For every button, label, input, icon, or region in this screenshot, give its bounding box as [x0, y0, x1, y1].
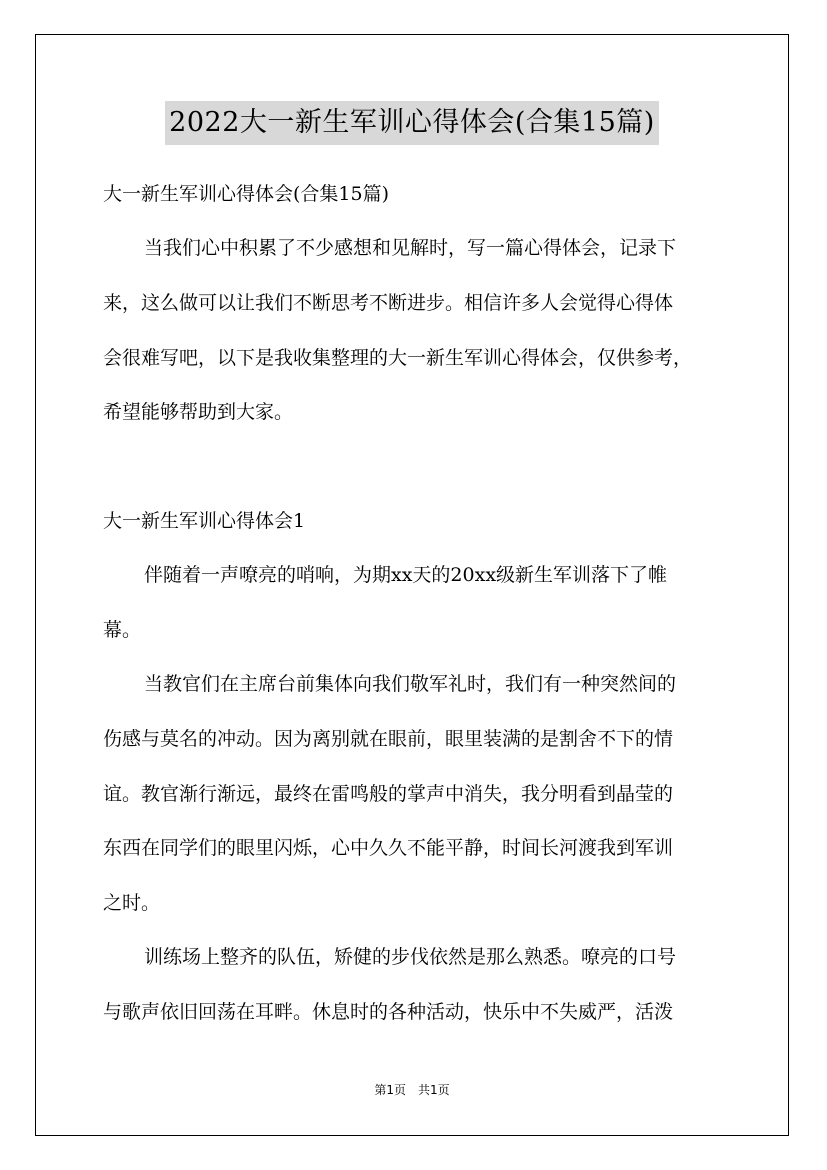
title-wrap: [36, 101, 788, 145]
paragraph-line: 训练场上整齐的队伍，矫健的步伐依然是那么熟悉。嘹亮的口号: [144, 946, 677, 968]
paragraph-line: 当教官们在主席台前集体向我们敬军礼时，我们有一种突然间的: [144, 673, 677, 695]
document-title: 2022大一新生军训心得体会(合集15篇): [165, 101, 659, 145]
paragraph-line: 之时。: [103, 892, 161, 914]
document-page: [35, 34, 789, 1136]
paragraph-line: 伴随着一声嘹亮的哨响，为期xx天的20xx级新生军训落下了帷: [144, 564, 668, 586]
intro-line: 当我们心中积累了不少感想和见解时，写一篇心得体会，记录下: [144, 237, 677, 259]
page-footer: 第1页 共1页: [374, 1083, 450, 1097]
paragraph-line: 伤感与莫名的冲动。因为离别就在眼前，眼里装满的是割舍不下的情: [103, 728, 674, 750]
paragraph-line: 东西在同学们的眼里闪烁，心中久久不能平静，时间长河渡我到军训: [103, 837, 674, 859]
intro-line: 希望能够帮助到大家。: [103, 401, 294, 423]
paragraph-line: 幕。: [103, 619, 142, 641]
section-heading: 大一新生军训心得体会1: [103, 510, 306, 532]
paragraph-line: 谊。教官渐行渐远，最终在雷鸣般的掌声中消失，我分明看到晶莹的: [103, 783, 674, 805]
paragraph-line: 与歌声依旧回荡在耳畔。休息时的各种活动，快乐中不失威严，活泼: [103, 1001, 674, 1023]
intro-line: 来，这么做可以让我们不断思考不断进步。相信许多人会觉得心得体: [103, 292, 674, 314]
subtitle: 大一新生军训心得体会(合集15篇): [103, 183, 390, 205]
intro-line: 会很难写吧，以下是我收集整理的大一新生军训心得体会，仅供参考，: [103, 347, 693, 369]
